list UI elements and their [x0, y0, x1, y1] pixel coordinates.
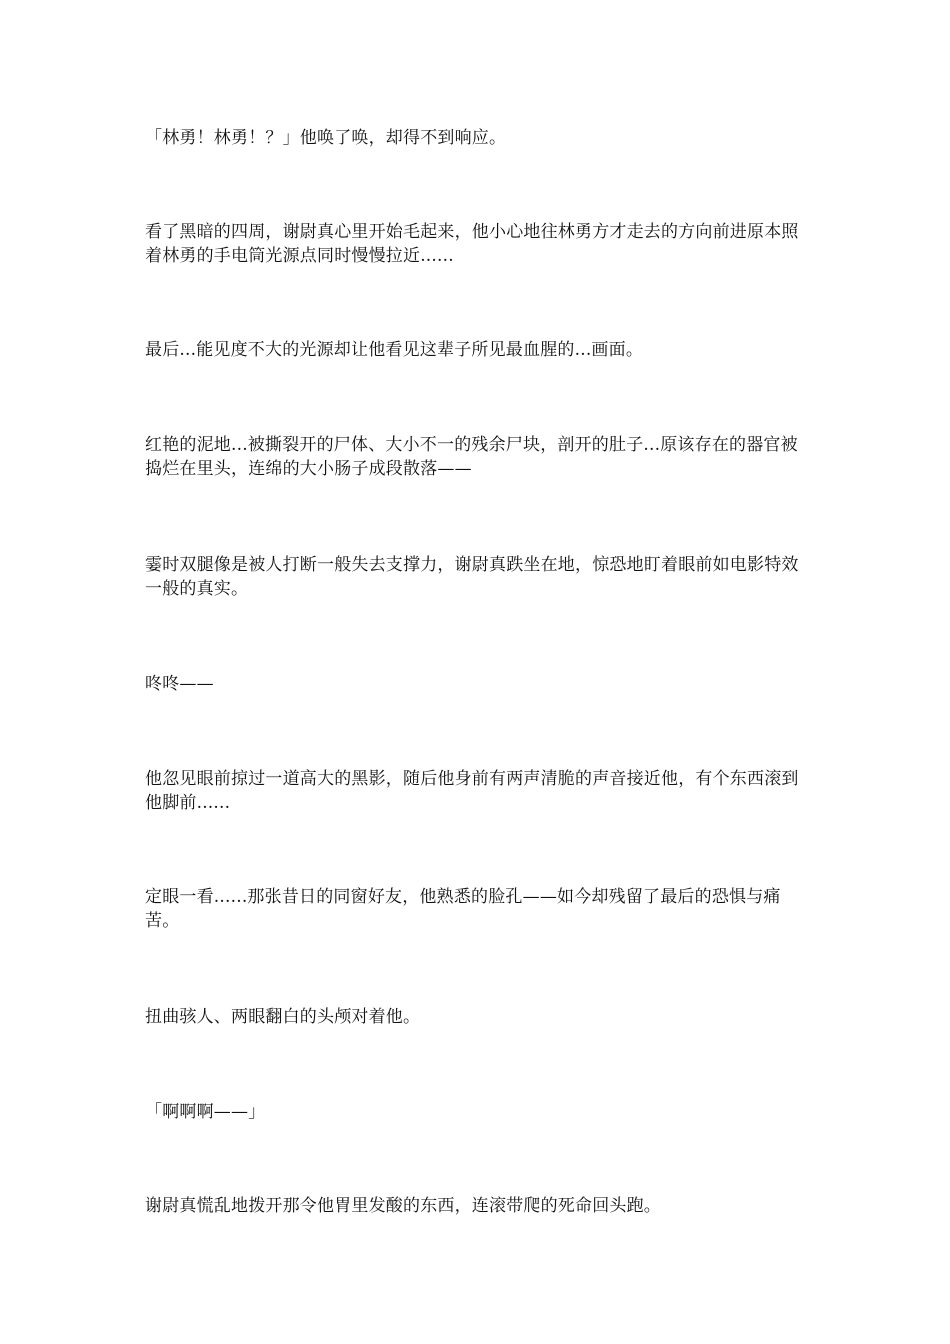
- paragraph-5: 霎时双腿像是被人打断一般失去支撑力，谢尉真跌坐在地，惊恐地盯着眼前如电影特效一般的真实。: [145, 555, 799, 599]
- paragraph-11: 谢尉真慌乱地拨开那令他胃里发酸的东西，连滚带爬的死命回头跑。: [145, 1196, 661, 1216]
- paragraph-2: 看了黑暗的四周，谢尉真心里开始毛起来，他小心地往林勇方才走去的方向前进原本照着林勇的手电筒光源点同时慢慢拉近......: [145, 222, 799, 266]
- paragraph-10: 「啊啊啊——」: [145, 1102, 266, 1122]
- paragraph-1: 「林勇！林勇！？」他唤了唤，却得不到响应。: [145, 128, 507, 148]
- paragraph-3: 最后...能见度不大的光源却让他看见这辈子所见最血腥的...画面。: [145, 340, 644, 360]
- paragraph-4: 红艳的泥地...被撕裂开的尸体、大小不一的残余尸块，剖开的肚子...原该存在的器官被捣烂在里头，连绵的大小肠子成段散落——: [145, 435, 798, 479]
- paragraph-6: 咚咚——: [145, 674, 214, 694]
- paragraph-7: 他忽见眼前掠过一道高大的黑影，随后他身前有两声清脆的声音接近他，有个东西滚到他脚前......: [145, 769, 799, 813]
- paragraph-9: 扭曲骇人、两眼翻白的头颅对着他。: [145, 1007, 421, 1027]
- paragraph-8: 定眼一看......那张昔日的同窗好友，他熟悉的脸孔——如今却残留了最后的恐惧与痛苦。: [145, 887, 781, 931]
